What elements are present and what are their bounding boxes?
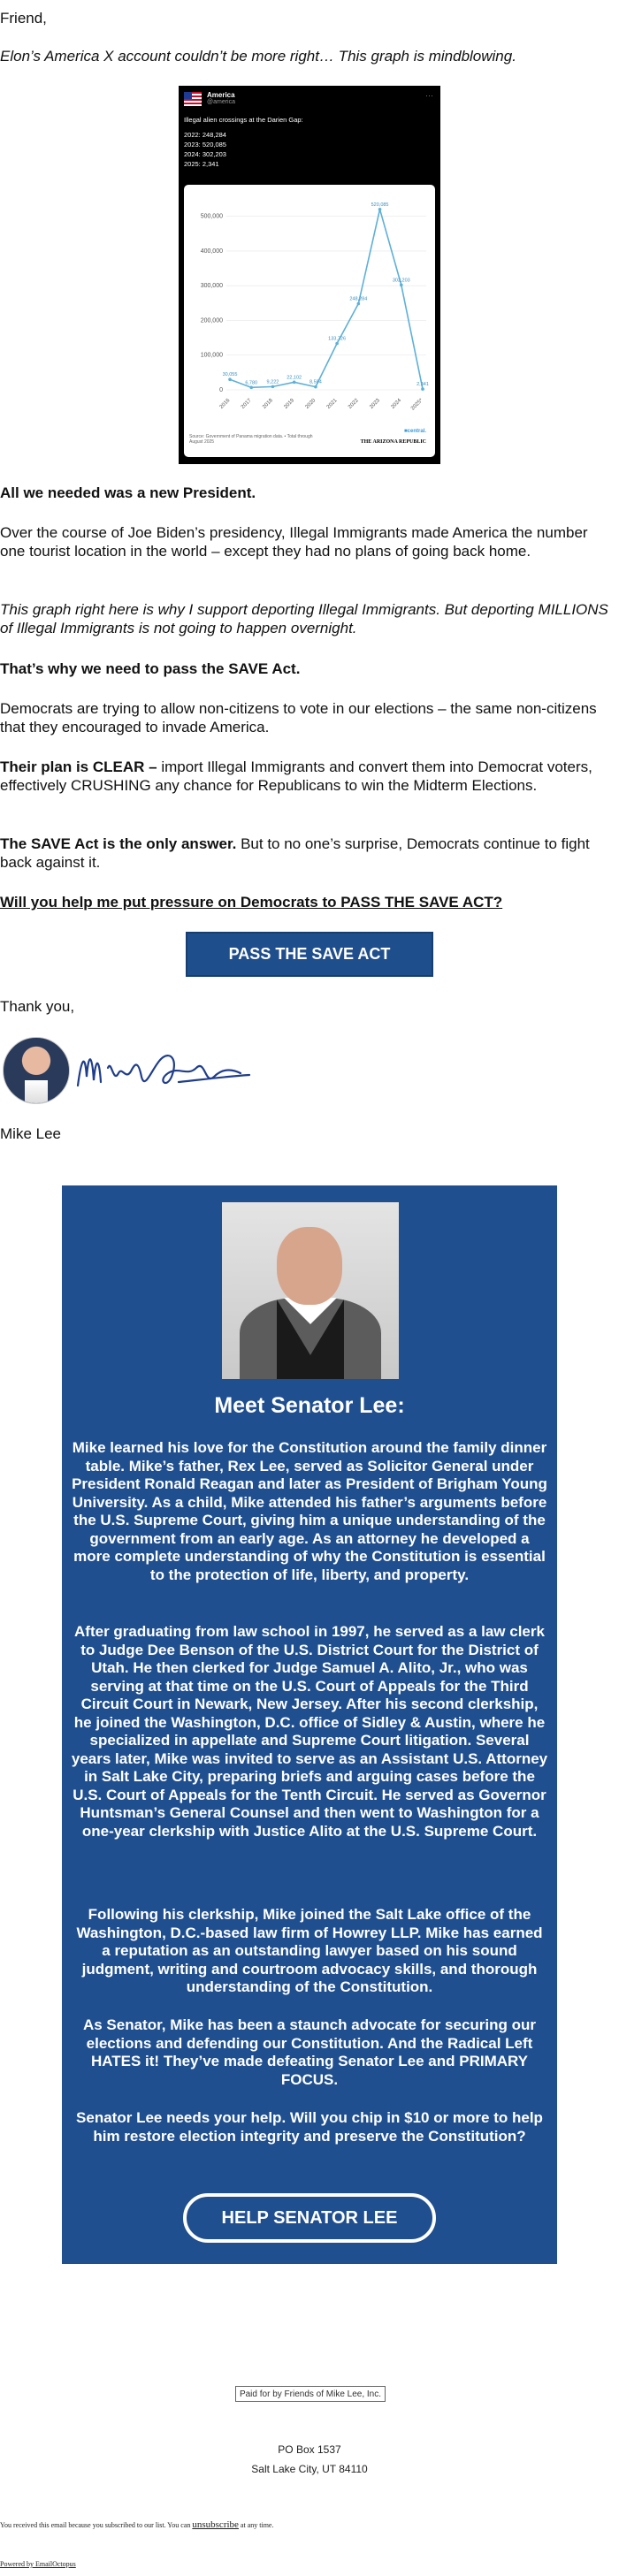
bio-paragraph-2: After graduating from law school in 1997, he served as a law clerk to Judge Dee Benson of the U.S. District Court for the District of Utah. He then clerked for Judge Samuel A. Alito, Jr., who was serving at that time on the U.S. Court of Appeals for the Third Circuit Court in Newark, New Jersey. After his second clerkship, he joined the Washington, D.C. office of Sidley & Austin, where he specialized in appellate and Supreme Court litigation. Several years later, Mike was invited to serve as an Assistant U.S. Attorney in Salt Lake City, preparing briefs and arguing cases before the U.S. Court of Appeals for the Tenth Circuit. He served as Governor Huntsman’s General Counsel and then went to Washington for a one-year clerkship with Justice Alito at the U.S. Supreme Court.: [71, 1623, 548, 1840]
save-act-text: That’s why we need to pass the SAVE Act.: [0, 660, 301, 677]
us-flag-icon: [184, 92, 202, 106]
data-label: 6,780: [245, 380, 258, 386]
data-label: 248,284: [349, 296, 368, 302]
data-point: [271, 385, 275, 389]
biden-text: Over the course of Joe Biden’s presidency, Illegal Immigrants made America the number one tourist location in the world – except they had no plans of going back home.: [0, 524, 588, 560]
y-tick-label: 100,000: [200, 352, 223, 359]
x-tick-label: 2020: [304, 398, 317, 410]
powered-by-link[interactable]: Powered by EmailOctopus: [0, 2560, 76, 2568]
tweet-author: America: [207, 91, 235, 99]
pass-save-act-button[interactable]: PASS THE SAVE ACT: [186, 932, 433, 977]
bio-paragraph-4: As Senator, Mike has been a staunch advocate for securing our elections and defending our Constitution. And the Radical Left HATES it! They’ve made defeating Senator Lee and PRIMARY FOCUS.: [82, 2016, 537, 2088]
y-tick-label: 300,000: [200, 283, 223, 290]
help-senator-lee-button[interactable]: HELP SENATOR LEE: [183, 2193, 436, 2243]
x-tick-label: 2018: [262, 398, 274, 410]
plan-rest: import Illegal Immigrants and convert them into Democrat voters, effectively CRUSHING any chance for Republicans to win the Midterm Elections.: [0, 758, 592, 794]
x-tick-label: 2022: [348, 398, 360, 410]
y-tick-label: 500,000: [200, 213, 223, 220]
y-tick-label: 200,000: [200, 317, 223, 324]
tweet-line: 2022: 248,284: [184, 131, 226, 139]
x-tick-label: 2021: [325, 398, 339, 410]
chart-source: Source: Government of Panama migration data. • Total through August 2025: [189, 434, 313, 445]
data-label: 2,341: [416, 382, 429, 388]
y-tick-label: 400,000: [200, 248, 223, 255]
y-tick-label: 0: [219, 387, 223, 393]
data-label: 133,726: [328, 336, 347, 342]
plan-text: [0, 758, 610, 795]
crossings-chart: [184, 185, 435, 457]
data-label: 520,085: [371, 202, 389, 208]
data-label: 22,102: [287, 375, 302, 381]
data-point: [228, 377, 232, 381]
bio-section: [62, 1185, 557, 2264]
x-tick-label: 2019: [283, 398, 296, 410]
chart-svg: [184, 185, 435, 432]
x-tick-label: 2025*: [410, 398, 424, 412]
president-text: All we needed was a new President.: [0, 484, 256, 501]
data-point: [293, 381, 296, 385]
bio-paragraph-5: Senator Lee needs your help. Will you chip in $10 or more to help him restore election integrity and preserve the Constitution?: [76, 2109, 543, 2145]
thanks-text: Thank you,: [0, 998, 75, 1015]
data-point: [421, 387, 424, 391]
answer-rest: But to no one’s surprise, Democrats continue to fight back against it.: [0, 835, 590, 871]
tweet-headline: Illegal alien crossings at the Darien Gap:: [184, 116, 303, 124]
help-link[interactable]: Will you help me put pressure on Democrats to PASS THE SAVE ACT?: [0, 894, 503, 911]
data-point: [357, 302, 361, 306]
notice-a: You received this email because you subscribed to our list. You can: [0, 2521, 193, 2529]
central-logo: ■central.: [404, 429, 426, 434]
data-point: [400, 284, 403, 287]
intro-text: Elon’s America X account couldn’t be more right… This graph is mindblowing.: [0, 48, 516, 65]
signature: [73, 1041, 254, 1100]
x-tick-label: 2017: [240, 398, 253, 410]
tweet-line: 2025: 2,341: [184, 160, 219, 168]
data-point: [249, 386, 253, 390]
tweet-line: 2024: 302,203: [184, 150, 226, 158]
data-label: 8,594: [310, 379, 322, 385]
bio-title: Meet Senator Lee:: [214, 1393, 405, 1418]
tweet-line: 2023: 520,085: [184, 141, 226, 149]
tweet-handle: @america: [207, 99, 236, 105]
tweet-body: [184, 115, 303, 169]
more-icon: ···: [425, 91, 433, 100]
greeting: Friend,: [0, 10, 47, 27]
graph-text: This graph right here is why I support deporting Illegal Immigrants. But deporting MILLIONS of Illegal Immigrants is not going to happen overnight.: [0, 601, 608, 636]
data-label: 302,203: [392, 278, 410, 284]
data-label: 30,055: [222, 372, 238, 378]
address-line-2: Salt Lake City, UT 84110: [251, 2463, 368, 2475]
dems-text: Democrats are trying to allow non-citizens to vote in our elections – the same non-citizens that they encouraged to invade America.: [0, 700, 597, 735]
signer-name: Mike Lee: [0, 1125, 61, 1142]
x-tick-label: 2024: [390, 398, 403, 410]
notice-b: at any time.: [238, 2521, 274, 2529]
answer-text: [0, 835, 610, 872]
arizona-republic-logo: THE ARIZONA REPUBLIC: [360, 439, 426, 445]
bio-paragraph-1: Mike learned his love for the Constitution around the family dinner table. Mike’s father, Rex Lee, served as Solicitor General under President Ronald Reagan and later as President of Brigham Young University. As a child, Mike attended his father’s arguments before the U.S. Supreme Court, giving him a unique understanding of the government from an early age. As an attorney he developed a more complete understanding of why the Constitution is essential to the protection of life, liberty, and property.: [72, 1439, 547, 1583]
answer-bold: The SAVE Act is the only answer.: [0, 835, 237, 852]
unsubscribe-link[interactable]: unsubscribe: [192, 2519, 239, 2530]
paid-for-notice: Paid for by Friends of Mike Lee, Inc.: [235, 2386, 386, 2402]
x-tick-label: 2023: [369, 398, 381, 410]
data-point: [335, 342, 339, 346]
embedded-tweet: [179, 86, 440, 464]
data-point: [314, 385, 317, 389]
avatar: [3, 1037, 70, 1104]
plan-bold: Their plan is CLEAR –: [0, 758, 157, 775]
subscription-notice: [0, 2519, 273, 2530]
x-tick-label: 2016: [218, 398, 232, 410]
data-label: 9,222: [266, 379, 279, 385]
address-line-1: PO Box 1537: [278, 2443, 341, 2456]
series-line: [230, 210, 423, 389]
senator-photo: [222, 1202, 399, 1379]
data-point: [378, 208, 382, 211]
bio-paragraph-3: Following his clerkship, Mike joined the Salt Lake office of the Washington, D.C.-based law firm of Howrey LLP. Mike has earned a reputation as an outstanding lawyer based on his sound judgment, writing and courtroom advocacy skills, and thorough understanding of the Constitution.: [76, 1906, 543, 1995]
